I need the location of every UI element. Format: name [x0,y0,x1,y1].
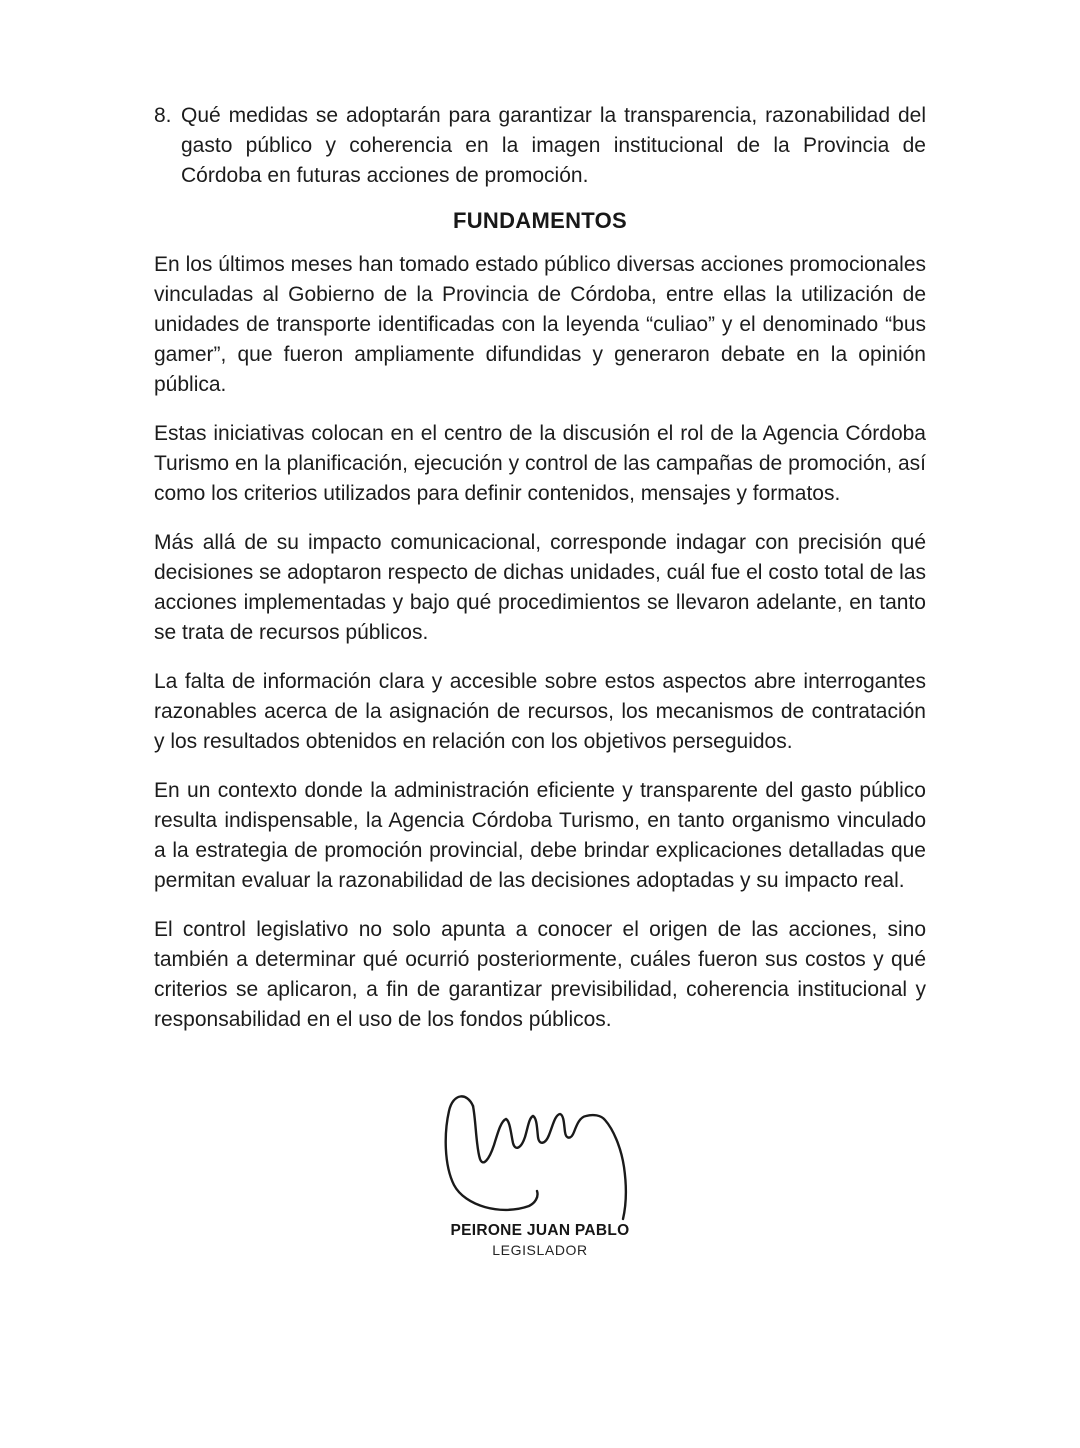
list-item-8 [154,101,926,191]
paragraph: En los últimos meses han tomado estado público diversas acciones promocionales vinculadas al Gobierno de la Provincia de Córdoba, entre ellas la utilización de unidades de transporte identificadas con la leyenda “culiao” y el denominado “bus gamer”, que fueron ampliamente difundidas y generaron debate en la opinión pública. [154,253,926,396]
signature-block [410,1087,670,1260]
signatory-name: PEIRONE JUAN PABLO [450,1222,630,1239]
paragraph: En un contexto donde la administración eficiente y transparente del gasto público resulta indispensable, la Agencia Córdoba Turismo, en tanto organismo vinculado a la estrategia de promoción provincial, debe brindar explicaciones detalladas que permitan evaluar la razonabilidad de las decisiones adoptadas y su impacto real. [154,779,926,892]
list-item-number: 8. [154,104,172,127]
section-heading-fundamentos: FUNDAMENTOS [452,208,627,233]
signatory-role: LEGISLADOR [492,1242,588,1258]
signature-scribble-icon [443,1087,638,1225]
paragraph: Estas iniciativas colocan en el centro de la discusión el rol de la Agencia Córdoba Turismo en la planificación, ejecución y control de las campañas de promoción, así como los criterios utilizados para definir contenidos, mensajes y formatos. [154,422,926,505]
paragraph: El control legislativo no solo apunta a conocer el origen de las acciones, sino también a determinar qué ocurrió posteriormente, cuáles fueron sus costos y qué criterios se aplicaron, a fin de garantizar previsibilidad, coherencia institucional y responsabilidad en el uso de los fondos públicos. [154,918,926,1031]
document-body [154,250,926,1035]
paragraph: La falta de información clara y accesible sobre estos aspectos abre interrogantes razonables acerca de la asignación de recursos, los mecanismos de contratación y los resultados obtenidos en relación con los objetivos perseguidos. [154,670,926,753]
paragraph: Más allá de su impacto comunicacional, corresponde indagar con precisión qué decisiones se adoptaron respecto de dichas unidades, cuál fue el costo total de las acciones implementadas y bajo qué procedimientos se llevaron adelante, en tanto se trata de recursos públicos. [154,531,926,644]
list-item-text: Qué medidas se adoptarán para garantizar la transparencia, razonabilidad del gasto público y coherencia en la imagen institucional de la Provincia de Córdoba en futuras acciones de promoción. [181,104,926,187]
